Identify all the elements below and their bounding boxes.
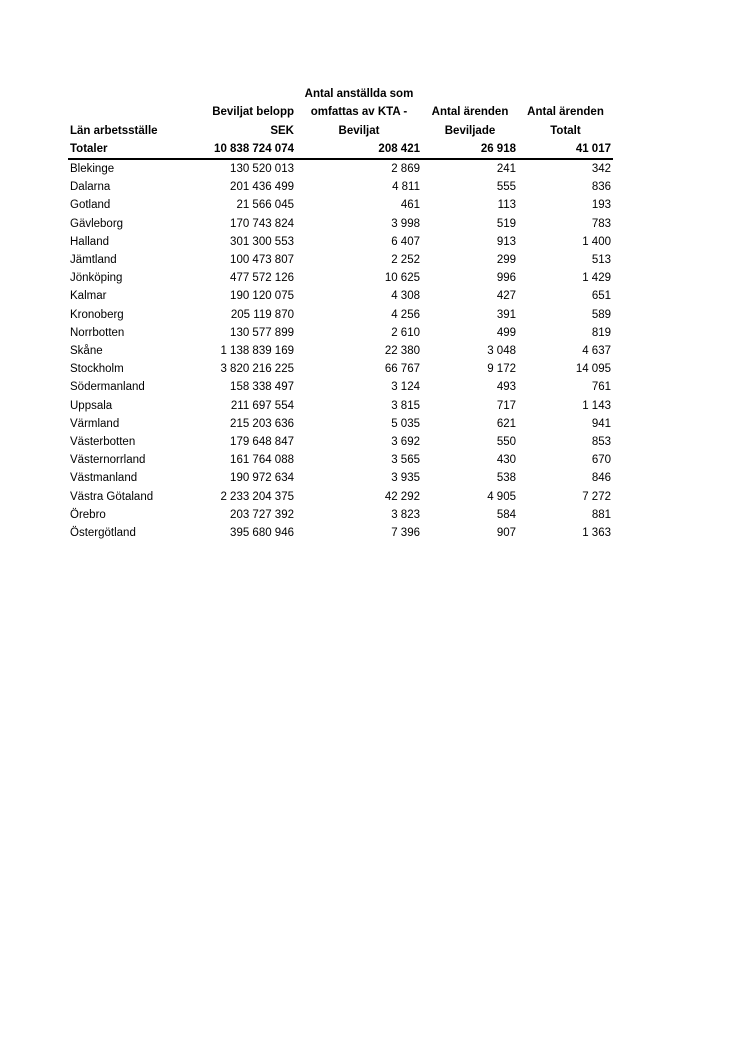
cell-antal-anstallda: 461 <box>400 199 420 212</box>
column-header-antal-anstallda <box>296 67 422 140</box>
cell-arenden-totalt: 853 <box>591 436 611 449</box>
cell-arenden-beviljade: 621 <box>496 417 516 430</box>
table-row <box>68 415 613 433</box>
cell-arenden-beviljade: 584 <box>496 508 516 521</box>
cell-arenden-beviljade: 499 <box>496 326 516 339</box>
row-label: Östergötland <box>70 527 136 540</box>
column-header-line: Beviljade <box>444 124 496 137</box>
cell-arenden-totalt: 651 <box>591 290 611 303</box>
row-label: Kronoberg <box>70 308 124 321</box>
cell-arenden-beviljade: 493 <box>496 381 516 394</box>
cell-antal-anstallda: 4 256 <box>391 308 420 321</box>
row-label: Örebro <box>70 508 106 521</box>
cell-antal-anstallda: 2 252 <box>391 254 420 267</box>
row-label: Gävleborg <box>70 217 124 230</box>
column-header-line: Totalt <box>550 124 581 137</box>
cell-arenden-totalt: 836 <box>591 181 611 194</box>
totals-beviljat-belopp: 10 838 724 074 <box>198 140 296 159</box>
table-row <box>68 433 613 451</box>
cell-arenden-beviljade: 113 <box>497 199 516 212</box>
cell-beviljat-belopp: 215 203 636 <box>230 417 294 430</box>
row-label: Blekinge <box>70 163 115 175</box>
cell-arenden-totalt: 846 <box>591 472 611 485</box>
cell-beviljat-belopp: 190 972 634 <box>230 472 294 485</box>
table-row <box>68 324 613 342</box>
cell-beviljat-belopp: 158 338 497 <box>230 381 294 394</box>
table-row <box>68 287 613 305</box>
cell-arenden-beviljade: 3 048 <box>487 345 516 358</box>
row-label: Norrbotten <box>70 326 125 339</box>
cell-antal-anstallda: 3 565 <box>391 454 420 467</box>
cell-arenden-beviljade: 996 <box>496 272 516 285</box>
cell-beviljat-belopp: 130 520 013 <box>230 163 294 175</box>
table-row <box>68 196 613 214</box>
cell-arenden-beviljade: 519 <box>496 217 516 230</box>
cell-antal-anstallda: 3 124 <box>391 381 420 394</box>
cell-arenden-totalt: 342 <box>591 163 611 175</box>
cell-arenden-totalt: 1 143 <box>582 399 611 412</box>
totals-label: Totaler <box>68 140 198 159</box>
cell-arenden-totalt: 4 637 <box>582 345 611 358</box>
table-row <box>68 269 613 287</box>
cell-arenden-beviljade: 9 172 <box>487 363 516 376</box>
column-header-line: Antal anställda som <box>304 88 414 101</box>
column-header-line: SEK <box>270 124 294 137</box>
column-header-line: Län arbetsställe <box>70 124 158 137</box>
data-table <box>68 67 613 542</box>
row-label: Jämtland <box>70 254 117 267</box>
table-row <box>68 178 613 196</box>
column-header-beviljat-belopp <box>198 67 296 140</box>
table-row <box>68 524 613 542</box>
row-label: Gotland <box>70 199 111 212</box>
cell-antal-anstallda: 5 035 <box>391 417 420 430</box>
row-label: Värmland <box>70 417 120 430</box>
totals-arenden-beviljade: 26 918 <box>422 140 518 159</box>
row-label: Västerbotten <box>70 436 136 449</box>
cell-arenden-totalt: 670 <box>591 454 611 467</box>
table-row <box>68 488 613 506</box>
cell-beviljat-belopp: 3 820 216 225 <box>220 363 294 376</box>
table-row <box>68 451 613 469</box>
cell-arenden-beviljade: 717 <box>496 399 516 412</box>
cell-antal-anstallda: 6 407 <box>391 235 420 248</box>
cell-arenden-beviljade: 550 <box>496 436 516 449</box>
table-row <box>68 378 613 396</box>
row-label: Stockholm <box>70 363 124 376</box>
cell-beviljat-belopp: 395 680 946 <box>230 527 294 540</box>
cell-antal-anstallda: 3 815 <box>391 399 420 412</box>
cell-arenden-totalt: 881 <box>591 508 611 521</box>
table-row <box>68 342 613 360</box>
row-label: Västmanland <box>70 472 138 485</box>
cell-beviljat-belopp: 21 566 045 <box>236 199 294 212</box>
cell-arenden-totalt: 513 <box>591 254 611 267</box>
totals-antal-anstallda: 208 421 <box>296 140 422 159</box>
cell-antal-anstallda: 3 998 <box>391 217 420 230</box>
cell-beviljat-belopp: 161 764 088 <box>230 454 294 467</box>
cell-antal-anstallda: 66 767 <box>384 363 420 376</box>
cell-beviljat-belopp: 201 436 499 <box>230 181 294 194</box>
cell-antal-anstallda: 22 380 <box>384 345 420 358</box>
cell-arenden-beviljade: 555 <box>496 181 516 194</box>
cell-beviljat-belopp: 130 577 899 <box>230 326 294 339</box>
cell-beviljat-belopp: 205 119 870 <box>230 308 294 321</box>
cell-antal-anstallda: 7 396 <box>391 527 420 540</box>
cell-beviljat-belopp: 179 648 847 <box>230 436 294 449</box>
table-body <box>68 140 613 542</box>
table-row <box>68 360 613 378</box>
cell-arenden-totalt: 7 272 <box>582 490 611 503</box>
cell-beviljat-belopp: 190 120 075 <box>230 290 294 303</box>
cell-arenden-totalt: 1 429 <box>582 272 611 285</box>
cell-beviljat-belopp: 477 572 126 <box>230 272 294 285</box>
cell-arenden-totalt: 761 <box>591 381 611 394</box>
cell-arenden-totalt: 819 <box>591 326 611 339</box>
table-row <box>68 306 613 324</box>
table-row <box>68 159 613 178</box>
cell-arenden-totalt: 1 400 <box>582 235 611 248</box>
cell-arenden-beviljade: 4 905 <box>487 490 516 503</box>
row-label: Södermanland <box>70 381 145 394</box>
cell-arenden-beviljade: 299 <box>496 254 516 267</box>
cell-beviljat-belopp: 100 473 807 <box>230 254 294 267</box>
cell-arenden-beviljade: 391 <box>496 308 516 321</box>
cell-arenden-totalt: 14 095 <box>575 363 611 376</box>
cell-antal-anstallda: 42 292 <box>384 490 420 503</box>
row-label: Halland <box>70 235 109 248</box>
column-header-arenden-beviljade <box>422 67 518 140</box>
row-label: Västernorrland <box>70 454 146 467</box>
cell-arenden-totalt: 783 <box>591 217 611 230</box>
cell-beviljat-belopp: 170 743 824 <box>230 217 294 230</box>
row-label: Uppsala <box>70 399 113 412</box>
cell-antal-anstallda: 4 811 <box>392 181 420 194</box>
column-header-lan-arbetsstalle <box>68 67 198 140</box>
cell-arenden-beviljade: 430 <box>496 454 516 467</box>
column-header-line: Beviljat <box>338 124 380 137</box>
table-row <box>68 397 613 415</box>
cell-antal-anstallda: 10 625 <box>384 272 420 285</box>
cell-antal-anstallda: 3 823 <box>391 508 420 521</box>
column-header-line: Antal ärenden <box>431 106 509 119</box>
spreadsheet-page <box>68 67 613 542</box>
cell-beviljat-belopp: 1 138 839 169 <box>220 345 294 358</box>
row-label: Dalarna <box>70 181 111 194</box>
cell-arenden-beviljade: 241 <box>496 163 516 175</box>
cell-arenden-beviljade: 538 <box>496 472 516 485</box>
cell-arenden-beviljade: 913 <box>496 235 516 248</box>
table-row <box>68 506 613 524</box>
header-row <box>68 67 613 140</box>
column-header-line: omfattas av KTA - <box>310 106 408 119</box>
cell-antal-anstallda: 2 869 <box>391 163 420 175</box>
totals-arenden-totalt: 41 017 <box>518 140 613 159</box>
column-header-line: Beviljat belopp <box>212 106 294 119</box>
cell-arenden-totalt: 589 <box>591 308 611 321</box>
column-header-line: Antal ärenden <box>527 106 604 119</box>
row-label: Västra Götaland <box>70 490 154 503</box>
cell-antal-anstallda: 4 308 <box>391 290 420 303</box>
cell-beviljat-belopp: 211 697 554 <box>230 399 294 412</box>
cell-arenden-totalt: 1 363 <box>582 527 611 540</box>
totals-row <box>68 140 613 159</box>
cell-beviljat-belopp: 203 727 392 <box>230 508 294 521</box>
row-label: Kalmar <box>70 290 107 303</box>
row-label: Skåne <box>70 345 103 358</box>
cell-arenden-beviljade: 907 <box>496 527 516 540</box>
cell-arenden-beviljade: 427 <box>496 290 516 303</box>
cell-arenden-totalt: 193 <box>591 199 611 212</box>
cell-antal-anstallda: 3 692 <box>391 436 420 449</box>
cell-antal-anstallda: 2 610 <box>391 326 420 339</box>
table-row <box>68 215 613 233</box>
row-label: Jönköping <box>70 272 123 285</box>
table-row <box>68 233 613 251</box>
cell-beviljat-belopp: 301 300 553 <box>230 235 294 248</box>
cell-arenden-totalt: 941 <box>591 417 611 430</box>
table-row <box>68 469 613 487</box>
cell-antal-anstallda: 3 935 <box>391 472 420 485</box>
column-header-arenden-totalt <box>518 67 613 140</box>
table-row <box>68 251 613 269</box>
cell-beviljat-belopp: 2 233 204 375 <box>220 490 294 503</box>
